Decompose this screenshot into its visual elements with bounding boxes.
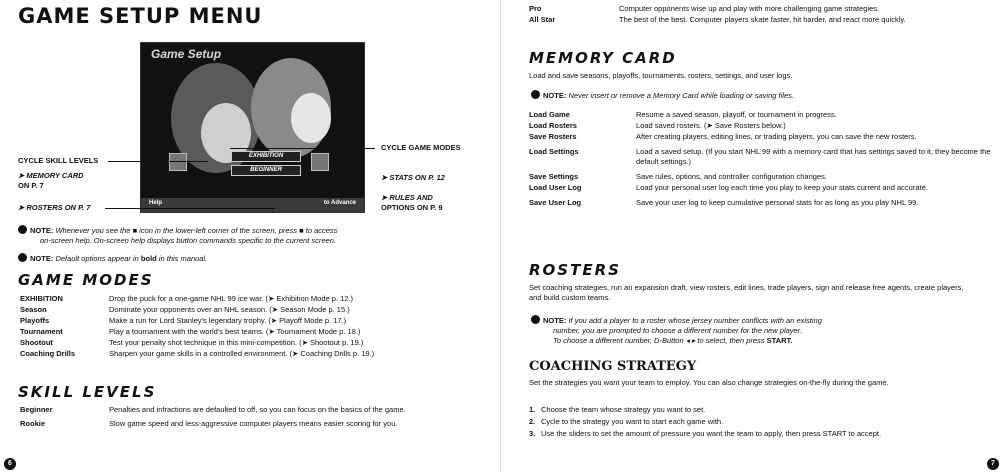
left-page [0, 0, 490, 472]
list-item: 3. Use the sliders to set the amount of pressure you want the team to apply, then press START to accept. [529, 429, 882, 438]
note-text-line1: Whenever you see the ■ icon in the lower-left corner of the screen, press ■ to access [55, 226, 338, 235]
advance-hint: to Advance [323, 200, 356, 206]
list-item: Save Rosters After creating players, editing lines, or trading players, you can save the new rosters. [529, 132, 917, 141]
list-item: Save Settings Save rules, options, and controller configuration changes. [529, 172, 827, 181]
note-bullet-icon [531, 90, 540, 99]
list-item: Load Settings Load a saved setup. (If you start NHL 99 with a memory card that has settings saved to it, they become the default settings.) [529, 147, 991, 166]
list-item: 1. Choose the team whose strategy you want to set. [529, 405, 706, 414]
callout-cycle-modes: CYCLE GAME MODES [381, 143, 461, 152]
note-memory-card [531, 90, 996, 101]
section-heading-memory-card: MEMORY CARD [529, 49, 677, 67]
section-heading-skill-levels: SKILL LEVELS [18, 383, 157, 401]
rosters-intro: Set coaching strategies, run an expansion draft, view rosters, edit lines, trade players, sign and release free agents, create players, and build custom teams. [529, 283, 964, 302]
callout-line-skill [108, 161, 208, 162]
screenshot-button-bar [141, 198, 364, 212]
page-number: 7 [987, 458, 999, 470]
note-bold: bold [140, 254, 157, 263]
note-text-line2: on-screen help. On-screen help displays button commands specific to the current screen. [40, 236, 336, 245]
callout-cycle-skill: CYCLE SKILL LEVELS [18, 156, 99, 165]
mode-tile-right [311, 153, 329, 171]
note-bullet-icon [18, 225, 27, 234]
memory-card-list [529, 110, 994, 209]
callout-rules-page: OPTIONS ON P. 9 [381, 203, 443, 212]
help-hint: Help [149, 200, 163, 206]
memory-card-intro: Load and save seasons, playoffs, tournaments, rosters, settings, and user logs. [529, 71, 793, 80]
page-number: 6 [4, 458, 16, 470]
note-label: NOTE: [30, 254, 54, 263]
note-default [18, 253, 483, 264]
game-modes-list [20, 294, 480, 360]
note-bullet-icon [531, 315, 540, 324]
list-item: Load User Log Load your personal user log each time you play to keep your stats current and accurate. [529, 183, 928, 192]
list-item: Beginner Penalties and infractions are defaulted to off, so you can focus on the basics of the game. [20, 405, 406, 414]
game-setup-screenshot [140, 42, 365, 213]
note-text: Default options appear in [55, 254, 139, 263]
note-help [18, 225, 483, 246]
list-item: 2. Cycle to the strategy you want to start each game with. [529, 417, 724, 426]
note-label: NOTE: [543, 316, 567, 325]
list-item: Pro Computer opponents wise up and play with more challenging game strategies. [529, 4, 880, 13]
list-item: Load Rosters Load saved rosters. (➤ Save Rosters below.) [529, 121, 786, 130]
coaching-steps [529, 405, 994, 441]
list-item: EXHIBITION Drop the puck for a one-game NHL 99 ice war. (➤ Exhibition Mode p. 12.) [20, 294, 354, 303]
right-page [520, 0, 1003, 472]
note-label: NOTE: [30, 226, 54, 235]
list-item: Season Dominate your opponents over an NHL season. (➤ Season Mode p. 15.) [20, 305, 350, 314]
screenshot-title: Game Setup [151, 47, 222, 61]
section-heading-game-modes: GAME MODES [18, 271, 154, 289]
note-text: Never insert or remove a Memory Card while loading or saving files. [568, 91, 794, 100]
coaching-intro: Set the strategies you want your team to employ. You can also change strategies on-the-fly during the game. [529, 378, 889, 387]
callout-memory-card-page: ON P. 7 [18, 181, 44, 190]
list-item: Coaching Drills Sharpen your game skills in a controlled environment. (➤ Coaching Drills p. 19.) [20, 349, 375, 358]
mode-tile-left [169, 153, 187, 171]
list-item: All Star The best of the best. Computer players skate faster, hit harder, and react more quickly. [529, 15, 906, 24]
page-title: GAME SETUP MENU [18, 4, 263, 28]
note-rosters [531, 315, 996, 346]
callout-line-rosters [105, 208, 275, 209]
note-bullet-icon [18, 253, 27, 262]
list-item: Rookie Slow game speed and less-aggressive computer players means easier scoring for you. [20, 419, 398, 428]
beginner-option: BEGINNER [231, 165, 301, 176]
note-text-end: in this manual. [158, 254, 208, 263]
callout-stats: ➤ STATS ON P. 12 [381, 173, 445, 182]
note-text-line2: number, you are prompted to choose a different number for the new player. [553, 326, 803, 335]
list-item: Load Game Resume a saved season, playoff, or tournament in progress. [529, 110, 837, 119]
page-gutter [500, 0, 501, 472]
section-heading-rosters: ROSTERS [529, 261, 621, 279]
note-label: NOTE: [543, 91, 567, 100]
section-heading-coaching: COACHING STRATEGY [529, 359, 697, 374]
list-item: Shootout Test your penalty shot technique in this mini-competition. (➤ Shootout p. 19.) [20, 338, 364, 347]
callout-rules: ➤ RULES AND [381, 193, 433, 202]
list-item: Save User Log Save your user log to keep cumulative personal stats for as long as you play NHL 99. [529, 198, 919, 207]
skill-levels-list-cont [529, 4, 989, 26]
exhibition-option: EXHIBITION [231, 151, 301, 162]
callout-memory-card: ➤ MEMORY CARD [18, 171, 84, 180]
skill-levels-list [20, 405, 480, 430]
note-text-line3: To choose a different number, D-Button ◂ ▸ to select, then press START. [553, 336, 793, 345]
callout-line-modes [230, 148, 375, 149]
list-item: Tournament Play a tournament with the world's best teams. (➤ Tournament Mode p. 18.) [20, 327, 361, 336]
list-item: Playoffs Make a run for Lord Stanley's legendary trophy. (➤ Playoff Mode p. 17.) [20, 316, 347, 325]
note-text-line1: If you add a player to a roster whose jersey number conflicts with an existing [568, 316, 822, 325]
callout-rosters: ➤ ROSTERS ON P. 7 [18, 203, 91, 212]
